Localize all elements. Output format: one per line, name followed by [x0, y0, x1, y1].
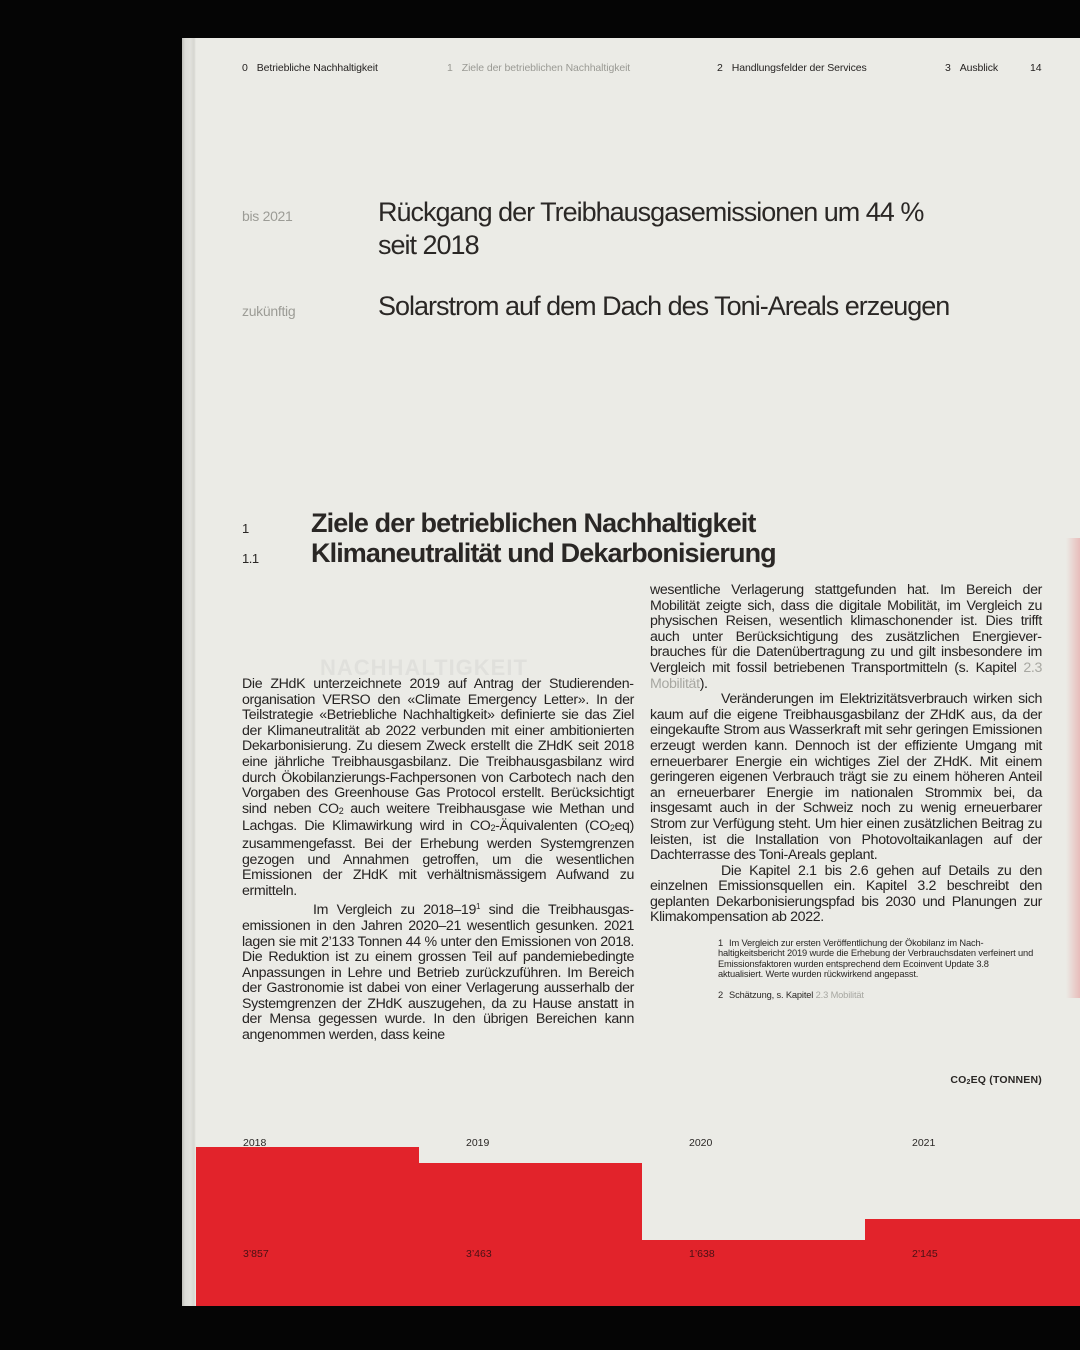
footnotes — [718, 938, 1036, 1010]
bar-2019 — [419, 1163, 642, 1306]
value-label: 3’463 — [466, 1248, 492, 1260]
value-label: 1’638 — [689, 1248, 715, 1260]
intro-title-past: Rückgang der Treibhausgasemissionen um 44 % seit 2018 — [378, 197, 924, 260]
body-paragraph: Die Kapitel 2.1 bis 2.6 gehen auf Details zu den einzelnen Emissionsquellen ein. Kapitel 3.2 beschreibt den geplanten Dekarbonisierungspfad bis 2030 und Planungen zur Klimakompensation ab 2022. — [650, 862, 1042, 926]
chapter-link[interactable]: 2.3 Mobilität — [650, 659, 1042, 692]
body-paragraph: Im Vergleich zu $2018-19^1$ sind die Treibhausgasemissionen in den Jahren 2020–21 wesentlich gesunken. 2021 lagen sie mit 2’133 Tonnen 44 % unter den Emissionen von 2018. Die Reduktion ist zu einem grossen Teil auf pandemiebedingte Anpassungen in Lehre und Betrieb zurückzuführen. Im Bereich der Gastronomie ist dabei von einer Verlagerung ausserhalb der Systemgrenzen der ZHdK auszugehen, da zu Hause anstatt in der Mensa gegessen wurde. In den übrigen Bereichen kann angenommen werden, dass keine — [242, 902, 634, 1044]
footnote-1: 1 Im Vergleich zur ersten Veröffentlichung der Ökobilanz im Nachhaltigkeitsbericht 2019 wurde die Erhebung der Verbrauchsdaten verfeinert und Emissionsfaktoren wurden entsprechend dem Ecoinvent Update 3.8 aktualisiert. Werte wurden rückwirkend angepasst. — [718, 938, 1034, 980]
bar-2020 — [642, 1240, 865, 1306]
year-label: 2020 — [689, 1137, 713, 1149]
subsection-number: 1.1 — [242, 551, 259, 566]
section-number: 1 — [242, 521, 249, 536]
nav-item-1[interactable]: 1 Ziele der betrieblichen Nachhaltigkeit — [447, 62, 631, 74]
body-paragraph: Veränderungen im Elektrizitätsverbrauch wirken sich kaum auf die eigene Treibhausgasbilanz der ZHdK aus, da der eingekaufte Strom aus Wasserkraft mit sehr geringen Emissionen erzeugt werden kann. Dennoch ist der effiziente Umgang mit erneuerbarer Energie ein wichtiges Ziel der ZHdK. Mit einem geringeren eigenen Verbrauch trägt sie zu einem höheren Anteil an erneuerbarer Energie im nationalen Strommix bei, da insgesamt auch in der Schweiz noch zu wenig erneuerbarer Strom zur Verfügung steht. Um hier einen zusätzlichen Beitrag zu leisten, ist die Installation von Photovoltaikanlagen auf der Dachterrasse des Toni-Areals geplant. — [650, 691, 1042, 864]
chart-unit-label: $CO_2EQ$ (TONNEN) — [950, 1074, 1042, 1086]
bar-2021 — [865, 1219, 1080, 1306]
intro-title-future: Solarstrom auf dem Dach des Toni-Areals erzeugen — [378, 291, 950, 321]
value-label: 2’145 — [912, 1248, 938, 1260]
bar-2018 — [196, 1147, 419, 1306]
nav-item-2[interactable]: 2 Handlungsfelder der Services — [717, 62, 867, 74]
intro-label-past: bis 2021 — [242, 208, 293, 224]
body-paragraph: wesentliche Verlagerung stattgefunden hat. Im Bereich der Mobilität zeigte sich, dass die digitale Mobilität, im Vergleich zu physischen Reisen, wesentlich klimaschonender ist. Dies trifft auch unter Berücksichtigung des zusätzlichen Energieverbrauches für die Datenübertragung zu und gilt insbesondere im Vergleich mit fossil betriebenen Transportmitteln (s. Kapitel 2.3 Mobilität). — [650, 582, 1042, 692]
year-label: 2019 — [466, 1137, 490, 1149]
show-through-text: NACHHALTIGKEIT — [320, 655, 528, 680]
page-stack-edge — [182, 38, 196, 1306]
intro-label-future: zukünftig — [242, 303, 296, 319]
footnote-marker[interactable]: 1 — [476, 902, 481, 912]
page-number: 14 — [1030, 62, 1042, 74]
subsection-title: Klimaneutralität und Dekarbonisierung — [311, 538, 776, 568]
chapter-link[interactable]: 2.3 Mobilität — [815, 989, 864, 1000]
year-label: 2021 — [912, 1137, 936, 1149]
body-column-1 — [242, 677, 634, 1044]
page-shadow — [1066, 538, 1080, 998]
nav-item-3[interactable]: 3 Ausblick — [945, 62, 999, 74]
footnote-2: 2 Schätzung, s. Kapitel 2.3 Mobilität — [718, 989, 864, 1000]
value-label: 3’857 — [243, 1248, 269, 1260]
nav-item-0[interactable]: 0 Betriebliche Nachhaltigkeit — [242, 62, 378, 74]
body-paragraph: Die ZHdK unterzeichnete 2019 auf Antrag der Studierendenorganisation VERSO den «Climate Emergency Letter». In der Teilstrategie «Betriebliche Nachhaltigkeit» definierte sie das Ziel der Klimaneutralität ab 2022 verbunden mit einer ambitionierten Dekarbonisierung. Zu diesem Zweck erstellt die ZHdK seit 2018 eine jährliche Treibhausgasbilanz. Die Treibhausgasbilanz wird durch Ökobilanzierungs-Fachpersonen von Carbotech nach den Vorgaben des Greenhouse Gas Protocol erstellt. Berücksichtigt sind neben $CO_2$ auch weitere Treibhausgase wie Methan und Lachgas. Die Klimawirkung wird in $CO_2$-Äquivalenten $(CO_2eq)$ zusammengefasst. Bei der Erhebung werden Systemgrenzen gezogen und Annahmen getroffen, um die wesentlichen Emissionen der ZHdK mit verhältnismässigem Aufwand zu ermitteln. — [242, 676, 634, 899]
body-column-2 — [650, 583, 1042, 926]
year-label: 2018 — [243, 1137, 267, 1149]
section-title: Ziele der betrieblichen Nachhaltigkeit — [311, 508, 756, 538]
